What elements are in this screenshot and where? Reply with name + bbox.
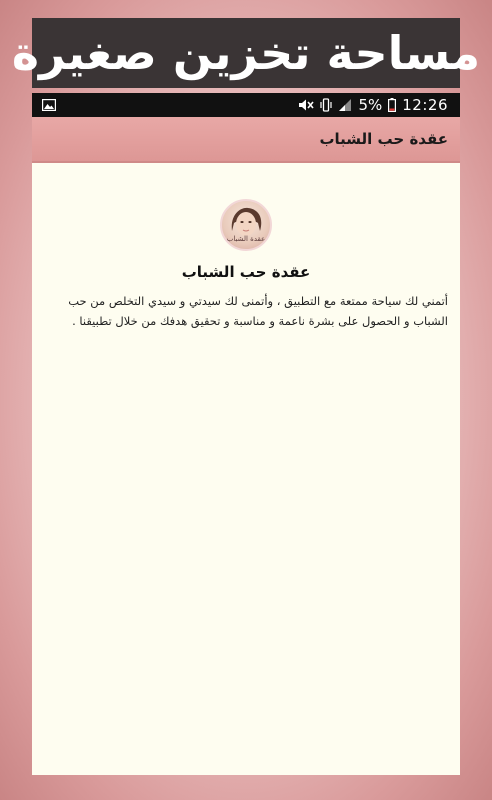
content-heading: عقدة حب الشباب xyxy=(181,263,311,281)
mute-icon xyxy=(298,98,314,112)
app-logo-icon xyxy=(220,199,272,251)
banner-title: مساحة تخزين صغيرة xyxy=(11,26,481,80)
signal-icon xyxy=(338,98,352,112)
image-notification-icon xyxy=(42,96,56,115)
phone-screen xyxy=(32,93,460,775)
content-paragraph: أتمني لك سياحة ممتعة مع التطبيق ، وأتمنى لك سيدتي و سيدي التخلص من حب الشباب و الحصول على بشرة ناعمة و مناسبة و تحقيق هدفك من خلال تطبيقنا . xyxy=(68,294,448,328)
status-bar xyxy=(32,93,460,117)
battery-percent: 5% xyxy=(358,96,383,114)
main-content xyxy=(32,163,460,775)
vibrate-icon xyxy=(320,98,332,112)
app-bar xyxy=(32,117,460,163)
promo-banner xyxy=(11,18,481,88)
logo-caption: عقدة الشباب xyxy=(226,235,266,243)
battery-icon xyxy=(388,98,396,112)
app-bar-title: عقدة حب الشباب xyxy=(319,130,448,148)
status-clock: 12:26 xyxy=(402,96,448,114)
